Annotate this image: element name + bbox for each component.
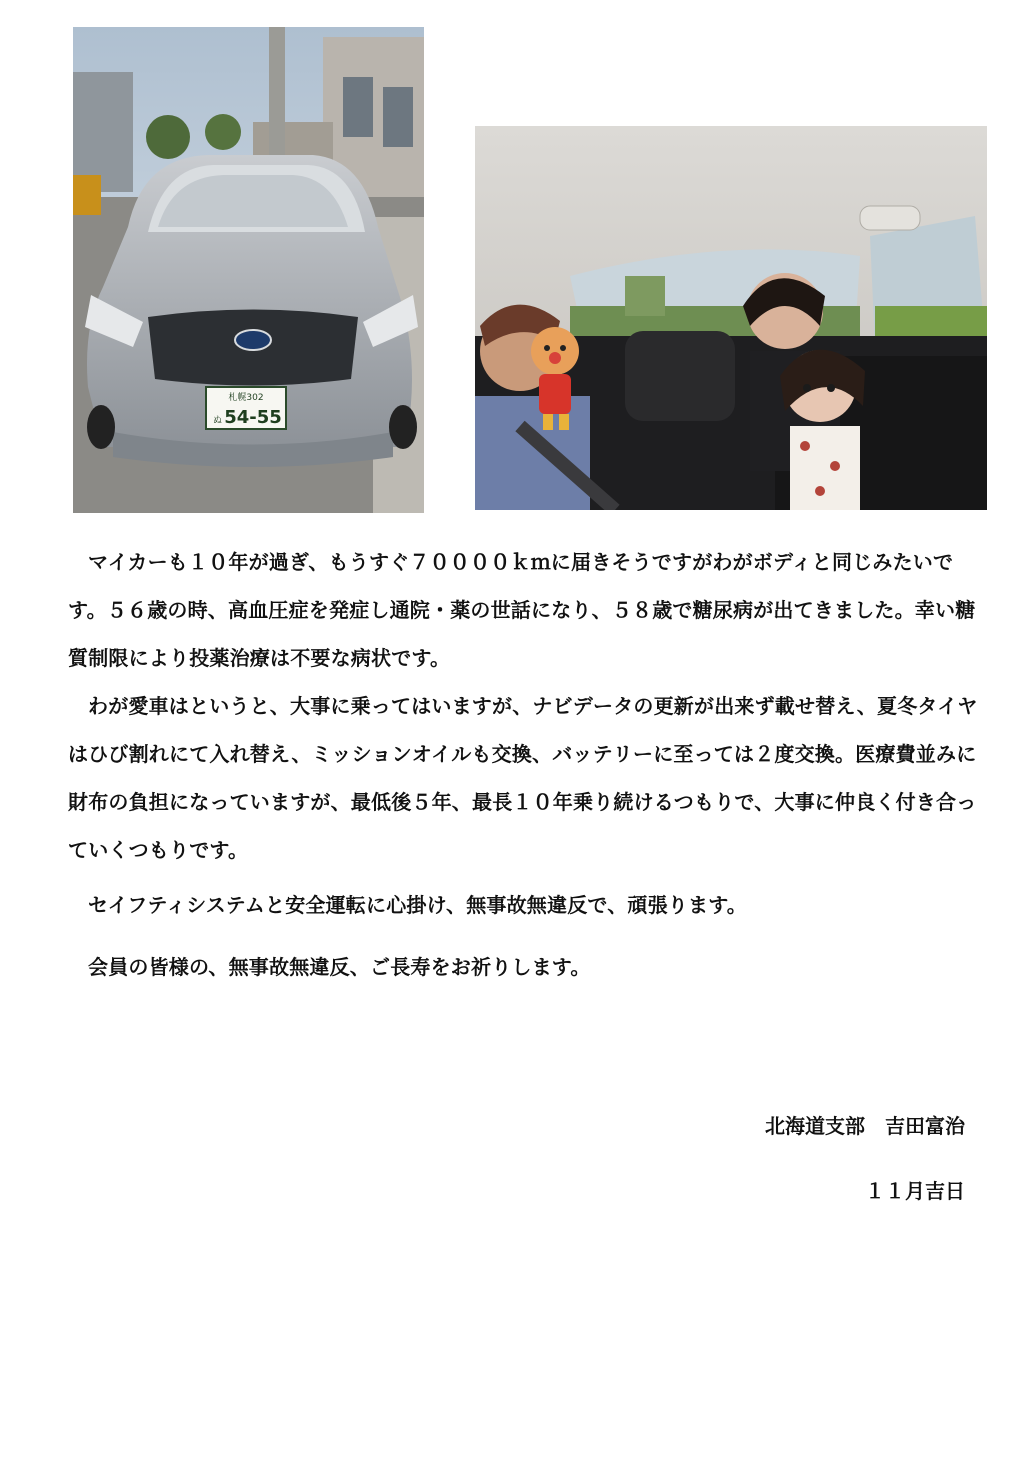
letter-body [68, 538, 988, 998]
date-line: １１月吉日 [865, 1179, 965, 1203]
interior-photo [475, 126, 987, 510]
paragraph-1: マイカーも１０年が過ぎ、もうすぐ７００００ｋｍに届きそうですがわがボディと同じみたいです。５６歳の時、高血圧症を発症し通院・薬の世話になり、５８歳で糖尿病が出てきました。幸い糖質制限により投薬治療は不要な病状です。 [68, 550, 976, 670]
paragraph-2: わが愛車はというと、大事に乗ってはいますが、ナビデータの更新が出来ず載せ替え、夏冬タイヤはひび割れにて入れ替え、ミッションオイルも交換、バッテリーに至っては２度交換。医療費並みに財布の負担になっていますが、最低後５年、最長１０年乗り続けるつもりで、大事に仲良く付き合っていくつもりです。 [68, 694, 978, 862]
paragraph-4: 会員の皆様の、無事故無違反、ご長寿をお祈りします。 [88, 955, 591, 979]
signature: 北海道支部 吉田富治 [765, 1114, 965, 1138]
car-photo-image [73, 27, 424, 513]
interior-photo-image [475, 126, 987, 510]
plate-number: 54-55 [224, 407, 282, 428]
paragraph-3: セイフティシステムと安全運転に心掛け、無事故無違反で、頑張ります。 [88, 893, 747, 917]
plate-region: 札幌302 [228, 393, 264, 403]
plate-kana: ぬ [213, 416, 223, 426]
car-photo [73, 27, 424, 513]
